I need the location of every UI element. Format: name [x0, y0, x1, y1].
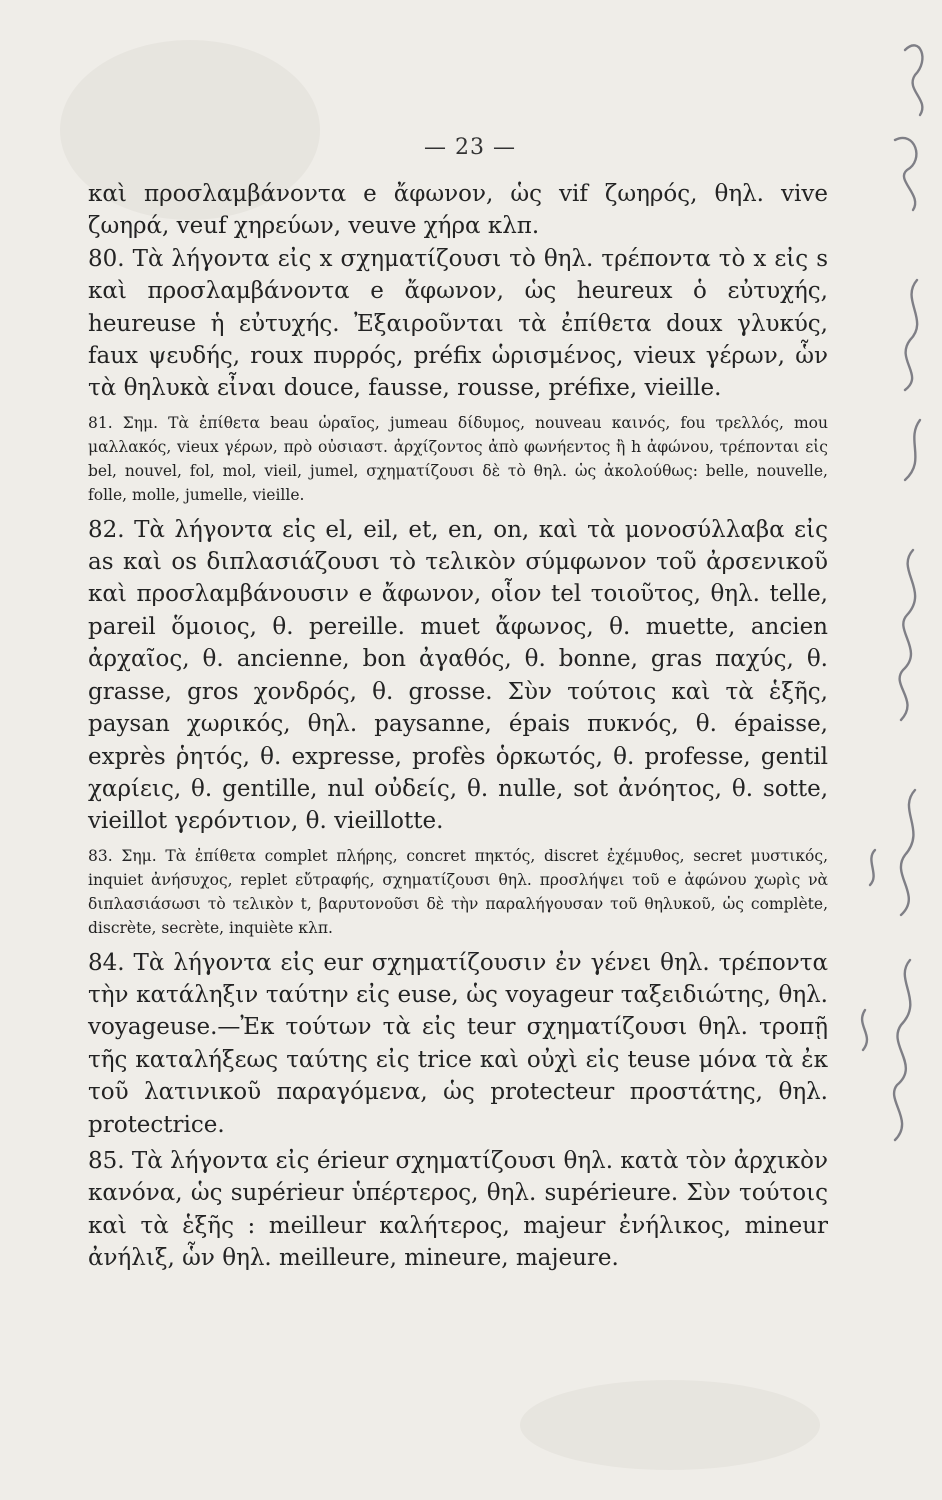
paragraph-79-continued: καὶ προσλαμβάνοντα e ἄφωνον, ὡς vif ζωηρός, θηλ. vive ζωηρά, veuf χηρεύων, veuve χήρα κλπ.: [88, 181, 828, 240]
note-81: 81. Σημ. Τὰ ἐπίθετα beau ὡραῖος, jumeau δίδυμος, nouveau καινός, fou τρελλός, mou μαλλακός, vieux γέρων, πρὸ οὐσιαστ. ἀρχίζοντος ἀπὸ φωνήεντος ἢ h ἀφώνου, τρέπονται εἰς bel, nouvel, fol, mol, vieil, jumel, σχηματίζουσι δὲ τὸ θηλ. ὡς ἀκολούθως: belle, nouvelle, folle, molle, jumelle, vieille.: [88, 413, 828, 505]
handwriting-scribble: [835, 30, 942, 1450]
handwritten-margin-note: [835, 30, 942, 1450]
paragraph-80: 80. Τὰ λήγοντα εἰς x σχηματίζουσι τὸ θηλ. τρέποντα τὸ x εἰς s καὶ προσλαμβάνοντα e ἄφωνον, ὡς heureux ὁ εὐτυχής, heureuse ἡ εὐτυχής. Ἐξαιροῦνται τὰ ἐπίθετα doux γλυκύς, faux ψευδής, roux πυρρός, préfix ὡρισμένος, vieux γέρων, ὧν τὰ θηλυκὰ εἶναι douce, fausse, rousse, préfixe, vieille.: [88, 245, 828, 402]
paragraph-82: 82. Τὰ λήγοντα εἰς el, eil, et, en, on, καὶ τὰ μονοσύλλαβα εἰς as καὶ os διπλασιάζουσι τὸ τελικὸν σύμφωνον τοῦ ἀρσενικοῦ καὶ προσλαμβάνουσιν e ἄφωνον, οἷον tel τοιοῦτος, θηλ. telle, pareil ὅμοιος, θ. pereille. muet ἄφωνος, θ. muette, ancien ἀρχαῖος, θ. ancienne, bon ἀγαθός, θ. bonne, gras παχύς, θ. grasse, gros χονδρός, θ. grosse. Σὺν τούτοις καὶ τὰ ἑξῆς, paysan χωρικός, θηλ. paysanne, épais πυκνός, θ. épaisse, exprès ῥητός, θ. expresse, profès ὁρκωτός, θ. professe, gentil χαρίεις, θ. gentille, nul οὐδείς, θ. nulle, sot ἀνόητος, θ. sotte, vieillot γερόντιον, θ. vieillotte.: [88, 516, 828, 835]
page-body: [88, 178, 828, 1275]
paragraph-85: 85. Τὰ λήγοντα εἰς érieur σχηματίζουσι θηλ. κατὰ τὸν ἀρχικὸν κανόνα, ὡς supérieur ὑπέρτερος, θηλ. supérieure. Σὺν τούτοις καὶ τὰ ἑξῆς : meilleur καλήτερος, majeur ἐνήλικος, mineur ἀνήλιξ, ὧν θηλ. meilleure, mineure, majeure.: [88, 1147, 828, 1272]
page-number: — 23 —: [424, 135, 516, 160]
note-83: 83. Σημ. Τὰ ἐπίθετα complet πλήρης, concret πηκτός, discret ἐχέμυθος, secret μυστικός, inquiet ἀνήσυχος, replet εὔτραφής, σχηματίζουσι θηλ. προσλήψει τοῦ e ἀφώνου χωρὶς νὰ διπλασιάσωσι τὸ τελικὸν t, βαρυτονοῦσι δὲ τὴν παραλήγουσαν τοῦ θηλυκοῦ, ὡς complète, discrète, secrète, inquiète κλπ.: [88, 846, 828, 938]
paper-stain: [520, 1380, 820, 1470]
paragraph-84: 84. Τὰ λήγοντα εἰς eur σχηματίζουσιν ἐν γένει θηλ. τρέποντα τὴν κατάληξιν ταύτην εἰς euse, ὡς voyageur ταξειδιώτης, θηλ. voyageuse.—Ἐκ τούτων τὰ εἰς teur σχηματίζουσι θηλ. τροπῇ τῆς καταλήξεως ταύτης εἰς trice καὶ οὐχὶ εἰς teuse μόνα τὰ ἐκ τοῦ λατινικοῦ παραγόμενα, ὡς protecteur προστάτης, θηλ. protectrice.: [88, 949, 828, 1138]
